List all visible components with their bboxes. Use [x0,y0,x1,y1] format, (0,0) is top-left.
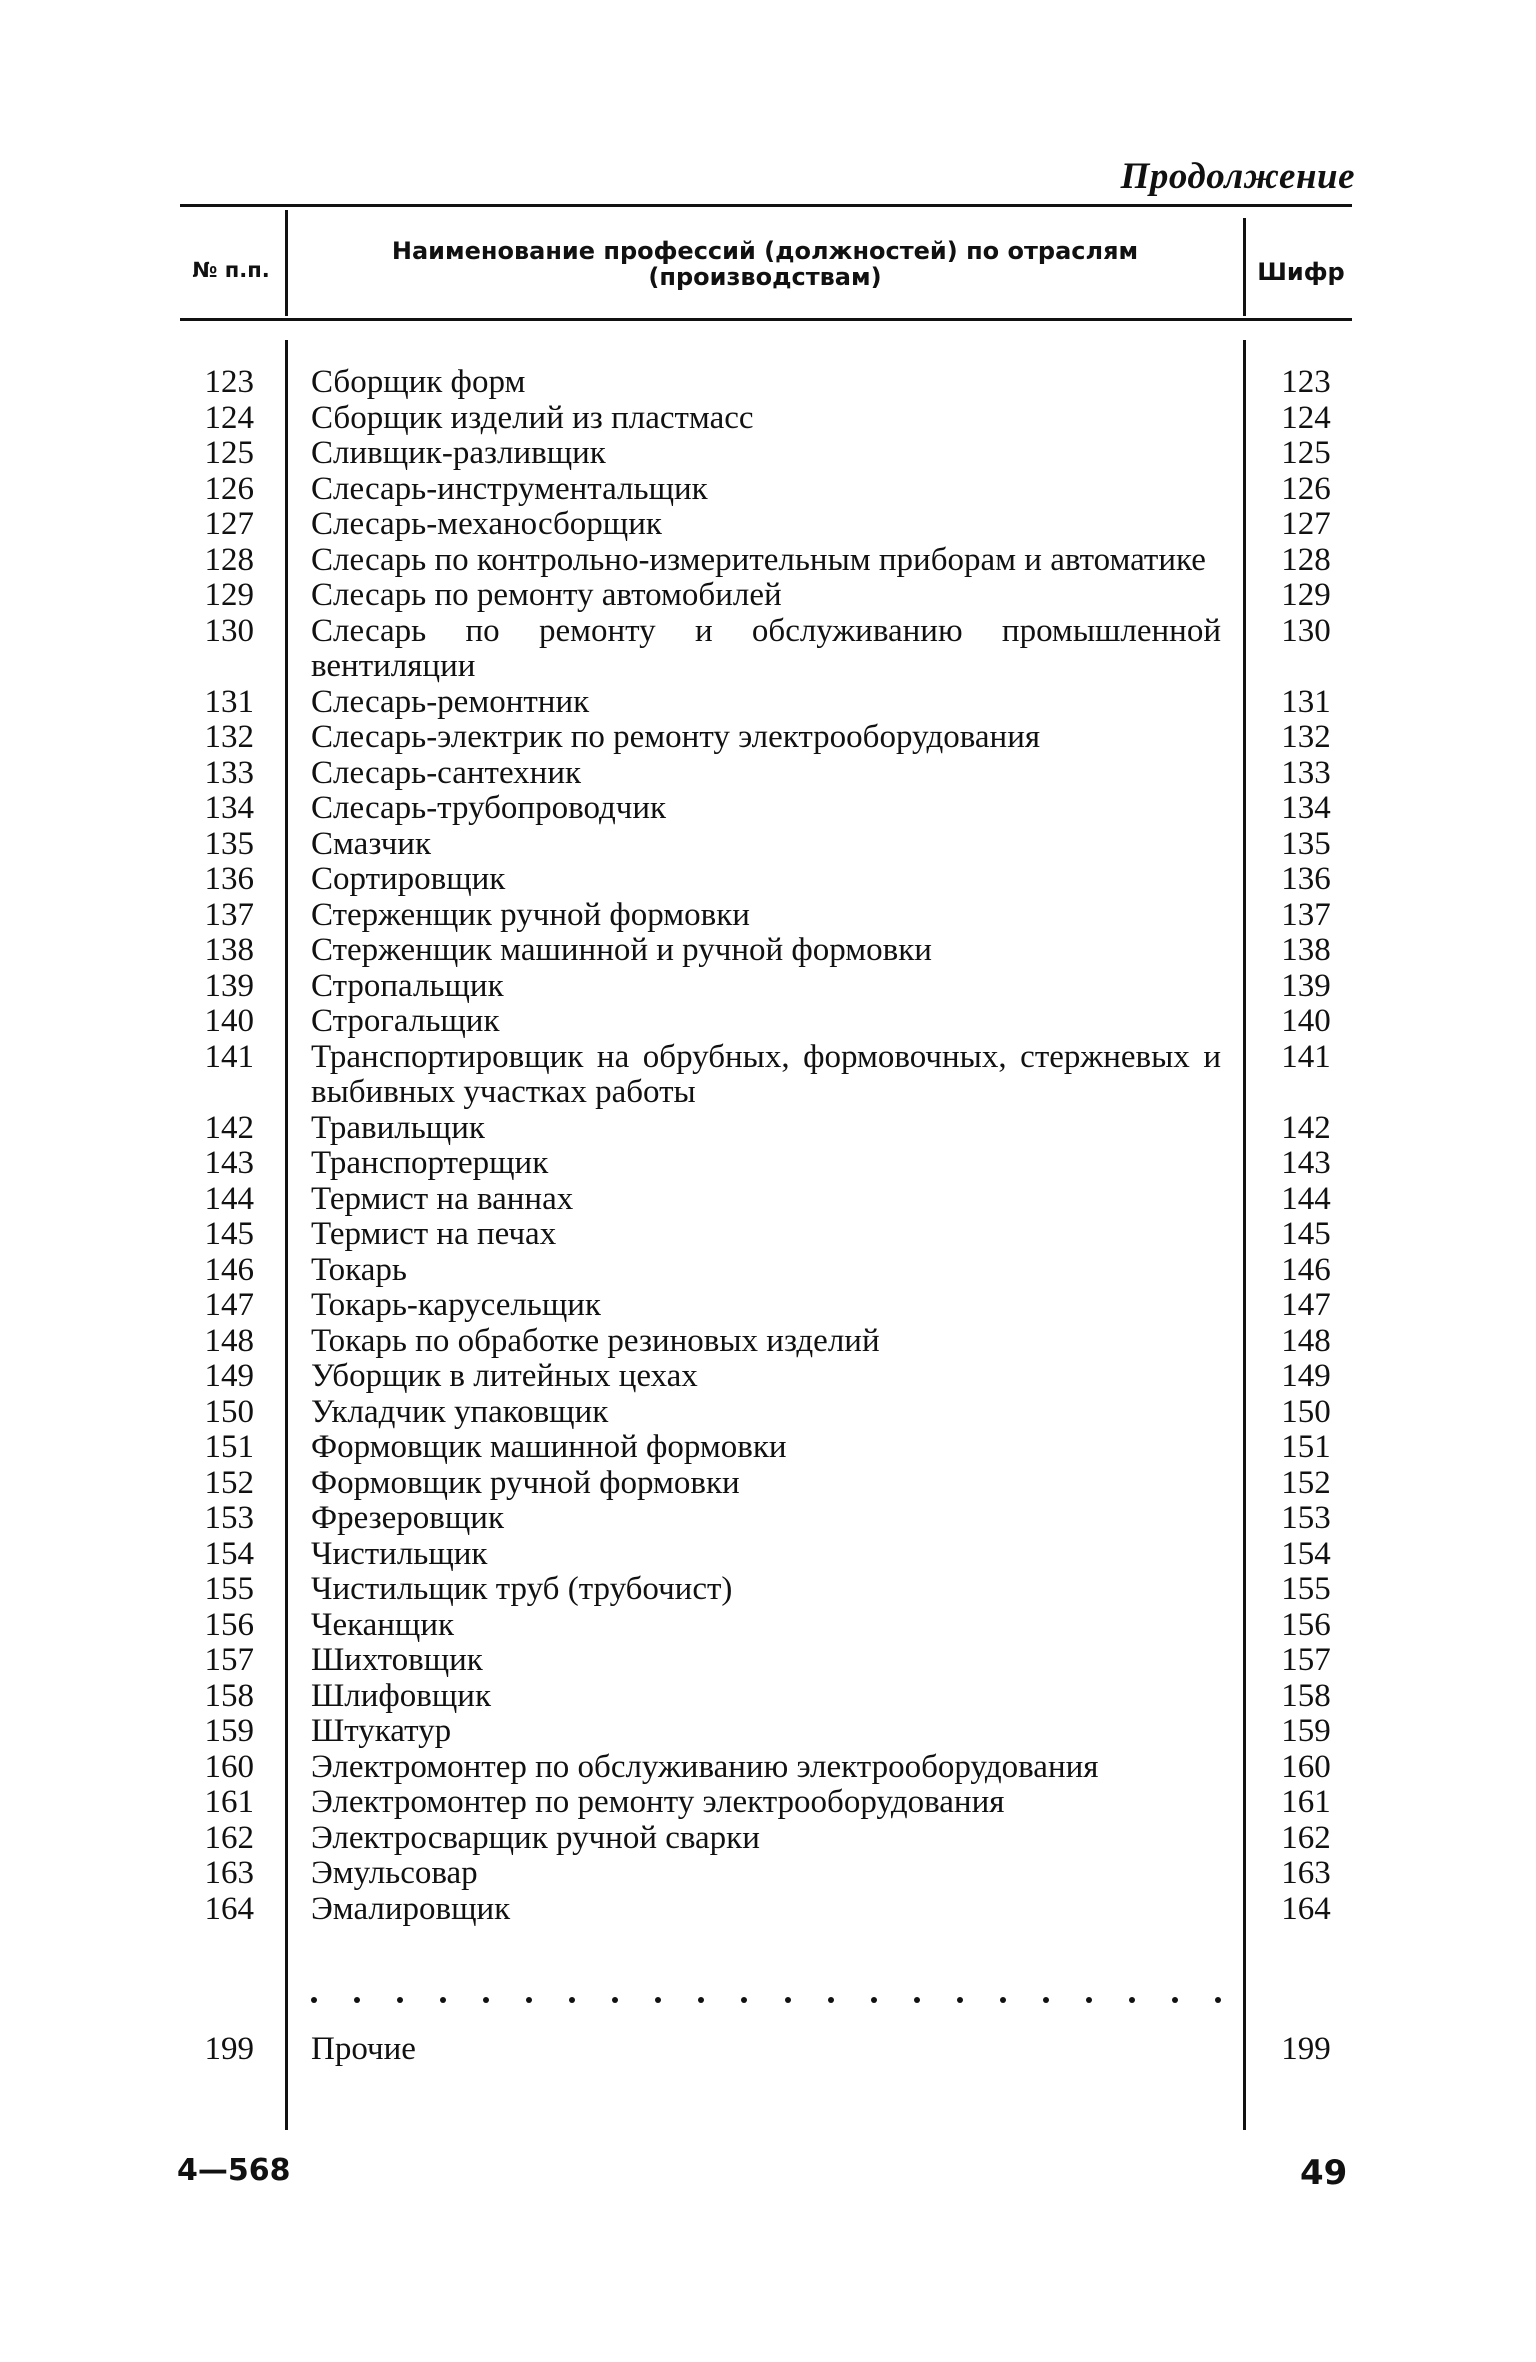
profession-name: Токарь-карусельщик [311,1287,601,1323]
table-row [0,1217,1536,1253]
ellipsis-dot [354,1997,360,2003]
profession-code: 134 [1281,790,1331,826]
table-row [0,862,1536,898]
profession-name: Слесарь-механосборщик [311,506,662,542]
profession-code: 137 [1281,896,1331,933]
row-number: 150 [204,1393,254,1430]
profession-name: Электросварщик ручной сварки [311,1819,760,1856]
profession-name: Штукатур [311,1713,452,1749]
ellipsis-dot [397,1997,403,2003]
ellipsis-dot [1043,1997,1049,2003]
profession-code: 150 [1281,1393,1331,1430]
print-signature: 4—568 [177,2153,291,2188]
table-row [0,507,1536,543]
table-row [0,1253,1536,1289]
profession-name: Фрезеровщик [311,1500,504,1536]
profession-code: 145 [1281,1216,1331,1252]
profession-code: 161 [1281,1784,1331,1820]
row-number: 143 [204,1145,254,1181]
profession-code: 151 [1281,1429,1331,1465]
row-number: 125 [204,435,254,471]
ellipsis-dot [612,1997,618,2003]
row-number: 141 [204,1038,254,1075]
profession-name: Электромонтер по ремонту электрооборудования [311,1784,1005,1820]
ellipsis-dot [785,1997,791,2003]
profession-name: Укладчик упаковщик [311,1393,609,1430]
profession-name: Слесарь-электрик по ремонту электрооборудования [311,719,1041,755]
row-number: 152 [204,1464,254,1501]
profession-code: 132 [1281,719,1331,755]
profession-name: Уборщик в литейных цехах [311,1358,698,1394]
row-number: 154 [204,1535,254,1572]
ellipsis-dot [741,1997,747,2003]
row-number: 138 [204,932,254,968]
profession-name: Термист на ваннах [311,1180,574,1217]
ellipsis-dot [569,1997,575,2003]
table-row [0,1679,1536,1715]
row-number: 136 [204,861,254,897]
profession-code: 139 [1281,967,1331,1004]
table-row [0,1182,1536,1218]
table-row [0,1111,1536,1147]
row-number: 129 [204,577,254,613]
table-row [0,614,1536,685]
table-row [0,827,1536,863]
profession-code: 128 [1281,541,1331,578]
table-row [0,1040,1536,1111]
row-number: 126 [204,470,254,507]
profession-code: 133 [1281,754,1331,791]
table-row [0,720,1536,756]
row-number: 163 [204,1855,254,1891]
profession-name: Токарь [311,1251,407,1288]
profession-code: 149 [1281,1358,1331,1394]
ellipsis-dot [1129,1997,1135,2003]
ellipsis-dot [1086,1997,1092,2003]
row-number: 162 [204,1819,254,1856]
profession-code: 160 [1281,1748,1331,1785]
profession-code: 163 [1281,1855,1331,1891]
profession-name: Строгальщик [311,1003,500,1039]
profession-name: Слесарь-инструментальщик [311,470,708,507]
header-right-divider [1243,218,1246,316]
profession-name: Чистильщик труб (трубочист) [311,1571,733,1607]
table-row [0,1501,1536,1537]
profession-code: 153 [1281,1500,1331,1536]
table-header-rule [180,318,1352,321]
table-row [0,1395,1536,1431]
profession-code: 143 [1281,1145,1331,1181]
ellipsis-dot [1215,1997,1221,2003]
ellipsis-dot [1000,1997,1006,2003]
profession-code: 148 [1281,1322,1331,1359]
table-row [0,1821,1536,1857]
continuation-label: Продолжение [1120,156,1355,197]
row-number: 199 [204,2031,254,2067]
profession-code: 131 [1281,683,1331,720]
row-number: 128 [204,541,254,578]
profession-name: Стропальщик [311,967,504,1004]
ellipsis-dot [483,1997,489,2003]
profession-name: Сортировщик [311,861,506,897]
profession-name: Шлифовщик [311,1677,491,1714]
profession-code: 154 [1281,1535,1331,1572]
column-header-number: № п.п. [192,258,270,282]
ellipsis-dot [828,1997,834,2003]
row-number: 124 [204,399,254,436]
profession-name: Эмалировщик [311,1890,511,1927]
ellipsis-dot [440,1997,446,2003]
profession-code: 152 [1281,1464,1331,1501]
table-row [0,1430,1536,1466]
table-row [0,1359,1536,1395]
profession-code: 135 [1281,825,1331,862]
profession-code: 124 [1281,399,1331,436]
profession-name: Шихтовщик [311,1642,483,1678]
table-row [0,1466,1536,1502]
table-top-rule [180,204,1352,207]
profession-name: Эмульсовар [311,1855,478,1891]
row-number: 144 [204,1180,254,1217]
profession-name: Слесарь по ремонту и обслуживанию промышленной вентиляции [311,612,1221,684]
row-number: 133 [204,754,254,791]
row-number: 158 [204,1677,254,1714]
profession-name: Слесарь-трубопроводчик [311,790,667,826]
row-number: 161 [204,1784,254,1820]
profession-code: 130 [1281,612,1331,649]
profession-name: Транспортерщик [311,1145,549,1181]
profession-code: 129 [1281,577,1331,613]
ellipsis-dot [914,1997,920,2003]
profession-code: 144 [1281,1180,1331,1217]
profession-name: Сливщик-разливщик [311,435,606,471]
profession-code: 157 [1281,1642,1331,1678]
row-number: 142 [204,1109,254,1146]
profession-name: Транспортировщик на обрубных, формовочных, стержневых и выбивных участках работы [311,1038,1221,1110]
profession-code: 138 [1281,932,1331,968]
table-row [0,1608,1536,1644]
row-number: 151 [204,1429,254,1465]
ellipsis-dot [871,1997,877,2003]
row-number: 127 [204,506,254,542]
profession-name: Смазчик [311,825,431,862]
profession-code: 146 [1281,1251,1331,1288]
ellipsis-dot [655,1997,661,2003]
table-row [0,969,1536,1005]
ellipsis-dots [311,1988,1221,2008]
ellipsis-dot [698,1997,704,2003]
table-row [0,1892,1536,1928]
table-row [0,1537,1536,1573]
profession-name: Сборщик форм [311,364,526,400]
row-number: 164 [204,1890,254,1927]
profession-name: Травильщик [311,1109,485,1146]
table-row [0,1643,1536,1679]
page-number: 49 [1300,2153,1348,2193]
row-number: 157 [204,1642,254,1678]
profession-name: Электромонтер по обслуживанию электрооборудования [311,1748,1099,1785]
ellipsis-dot [311,1997,317,2003]
profession-code: 123 [1281,364,1331,400]
profession-code: 158 [1281,1677,1331,1714]
profession-name: Формовщик ручной формовки [311,1464,740,1501]
row-number: 140 [204,1003,254,1039]
row-number: 160 [204,1748,254,1785]
table-row [0,472,1536,508]
profession-name: Формовщик машинной формовки [311,1429,787,1465]
profession-name: Чеканщик [311,1606,455,1643]
profession-code: 126 [1281,470,1331,507]
row-number: 153 [204,1500,254,1536]
table-row [0,543,1536,579]
column-header-name: Наименование профессий (должностей) по отраслям (производствам) [391,237,1139,291]
profession-code: 136 [1281,861,1331,897]
table-row [0,933,1536,969]
ellipsis-dot [957,1997,963,2003]
profession-name: Токарь по обработке резиновых изделий [311,1322,880,1359]
profession-name: Чистильщик [311,1535,488,1572]
table-row [0,1714,1536,1750]
table-row [0,1785,1536,1821]
profession-name: Стерженщик ручной формовки [311,896,750,933]
profession-code: 142 [1281,1109,1331,1146]
profession-code: 156 [1281,1606,1331,1643]
row-number: 132 [204,719,254,755]
profession-code: 125 [1281,435,1331,471]
header-left-divider [285,210,288,316]
column-header-code: Шифр [1257,258,1345,286]
table-row-last [0,2031,1536,2067]
table-row [0,791,1536,827]
profession-name: Слесарь-ремонтник [311,683,590,720]
profession-name: Слесарь по ремонту автомобилей [311,577,782,613]
profession-code: 141 [1281,1038,1331,1075]
table-row [0,1856,1536,1892]
profession-code: 140 [1281,1003,1331,1039]
table-row [0,578,1536,614]
table-row [0,1288,1536,1324]
profession-table-body [0,365,1536,1927]
profession-name: Слесарь по контрольно-измерительным приборам и автоматике [311,541,1206,578]
row-number: 146 [204,1251,254,1288]
profession-code: 155 [1281,1571,1331,1607]
row-number: 149 [204,1358,254,1394]
ellipsis-dot [1172,1997,1178,2003]
profession-code: 159 [1281,1713,1331,1749]
row-number: 135 [204,825,254,862]
table-row [0,685,1536,721]
row-number: 134 [204,790,254,826]
table-row [0,401,1536,437]
profession-code: 147 [1281,1287,1331,1323]
table-row [0,1324,1536,1360]
profession-code: 127 [1281,506,1331,542]
table-row [0,756,1536,792]
profession-code: 164 [1281,1890,1331,1927]
table-row [0,1004,1536,1040]
row-number: 123 [204,364,254,400]
table-row [0,365,1536,401]
table-row [0,1146,1536,1182]
row-number: 139 [204,967,254,1004]
profession-name: Стерженщик машинной и ручной формовки [311,932,932,968]
row-number: 130 [204,612,254,649]
row-number: 137 [204,896,254,933]
ellipsis-dot [526,1997,532,2003]
row-number: 145 [204,1216,254,1252]
table-row [0,1750,1536,1786]
profession-name: Сборщик изделий из пластмасс [311,399,754,436]
row-number: 147 [204,1287,254,1323]
profession-name: Термист на печах [311,1216,557,1252]
profession-code: 199 [1281,2031,1331,2067]
row-number: 155 [204,1571,254,1607]
table-row [0,898,1536,934]
row-number: 159 [204,1713,254,1749]
row-number: 131 [204,683,254,720]
row-number: 148 [204,1322,254,1359]
table-row [0,436,1536,472]
profession-code: 162 [1281,1819,1331,1856]
row-number: 156 [204,1606,254,1643]
profession-name: Прочие [311,2031,416,2067]
table-row [0,1572,1536,1608]
profession-name: Слесарь-сантехник [311,754,582,791]
